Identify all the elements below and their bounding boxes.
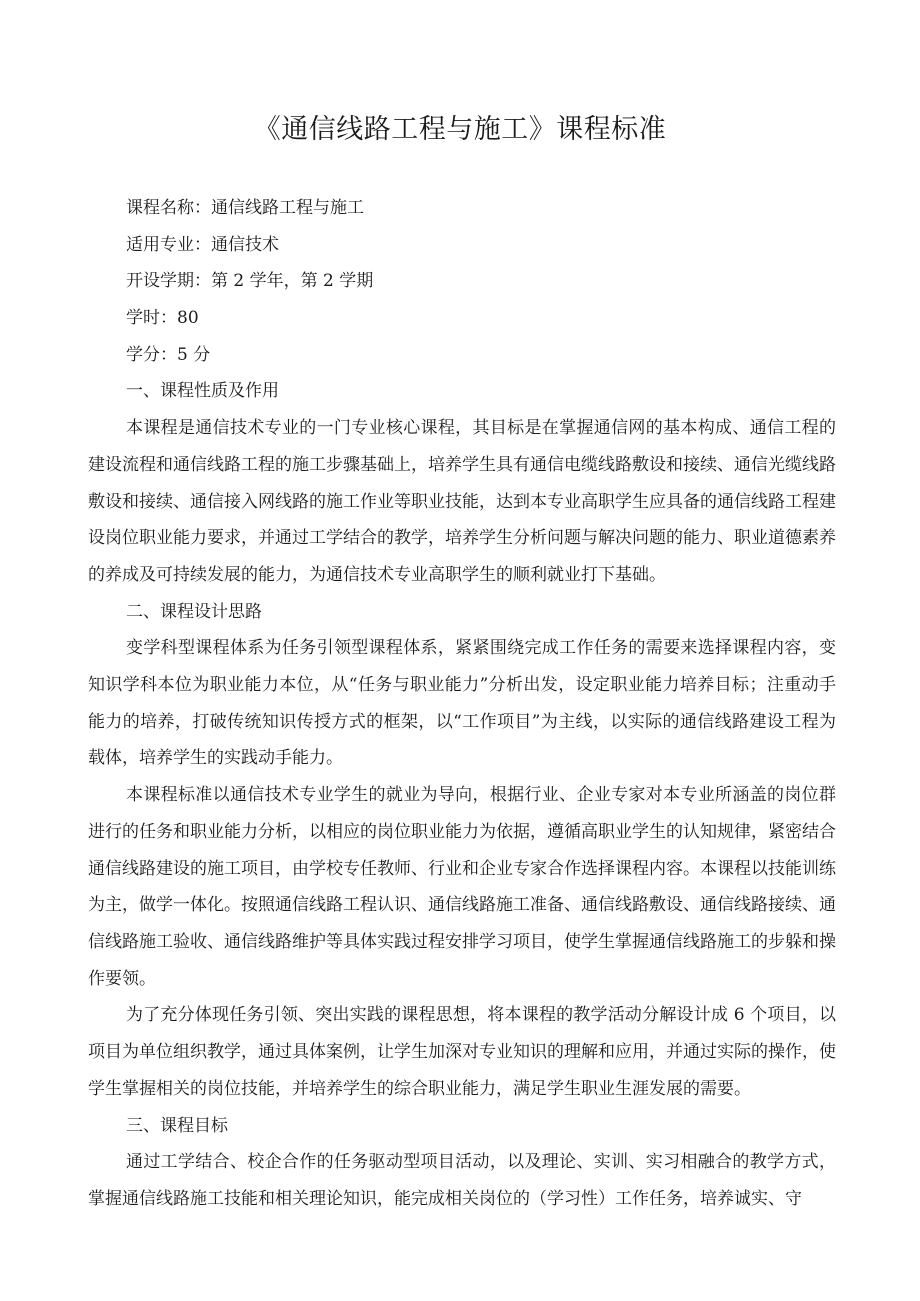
paragraph: 通过工学结合、校企合作的任务驱动型项目活动，以及理论、实训、实习相融合的教学方式，掌握通信线路施工技能和相关理论知识，能完成相关岗位的（学习性）工作任务，培养诚实、守 — [88, 1152, 836, 1209]
class-hours: 学时：80 — [126, 308, 199, 329]
semester: 开设学期：第 2 学年，第 2 学期 — [126, 271, 374, 292]
paragraph: 本课程标准以通信技术专业学生的就业为导向，根据行业、企业专家对本专业所涵盖的岗位群进行的任务和职业能力分析，以相应的岗位职业能力为依据，遵循高职业学生的认知规律，紧密结合通信线路建设的施工项目，由学校专任教师、行业和企业专家合作选择课程内容。本课程以技能训练为主，做学一体化。按照通信线路工程认识、通信线路施工准备、通信线路敷设、通信线路接续、通信线路施工验收、通信线路维护等具体实践过程安排学习项目，使学生掌握通信线路施工的步躲和操作要领。 — [88, 785, 836, 989]
course-name: 课程名称：通信线路工程与施工 — [126, 198, 364, 218]
paragraph: 为了充分体现任务引领、突出实践的课程思想，将本课程的教学活动分解设计成 6 个项目，以项目为单位组织教学，通过具体案例，让学生加深对专业知识的理解和应用，并通过实际的操作，使学生掌握相关的岗位技能，并培养学生的综合职业能力，满足学生职业生涯发展的需要。 — [88, 1005, 836, 1099]
paragraph: 变学科型课程体系为任务引领型课程体系，紧紧围绕完成工作任务的需要来选择课程内容，变知识学科本位为职业能力本位，从“任务与职业能力”分析出发，设定职业能力培养目标；注重动手能力的培养，打破传统知识传授方式的框架，以“工作项目”为主线，以实际的通信线路建设工程为载体，培养学生的实践动手能力。 — [88, 638, 836, 769]
document-title: 《通信线路工程与施工》课程标准 — [253, 114, 667, 145]
document-body — [88, 190, 836, 1218]
paragraph: 本课程是通信技术专业的一门专业核心课程，其目标是在掌握通信网的基本构成、通信工程的建设流程和通信线路工程的施工步骤基础上，培养学生具有通信电缆线路敷设和接续、通信光缆线路敷设和接续、通信接入网线路的施工作业等职业技能，达到本专业高职学生应具备的通信线路工程建设岗位职业能力要求，并通过工学结合的教学，培养学生分析问题与解决问题的能力、职业道德素养的养成及可持续发展的能力，为通信技术专业高职学生的顺利就业打下基础。 — [88, 418, 836, 585]
section-heading: 一、课程性质及作用 — [126, 381, 279, 402]
credits: 学分：5 分 — [126, 344, 211, 365]
section-heading: 三、课程目标 — [126, 1115, 228, 1136]
applicable-major: 适用专业：通信技术 — [126, 234, 279, 255]
section-heading: 二、课程设计思路 — [126, 601, 262, 622]
